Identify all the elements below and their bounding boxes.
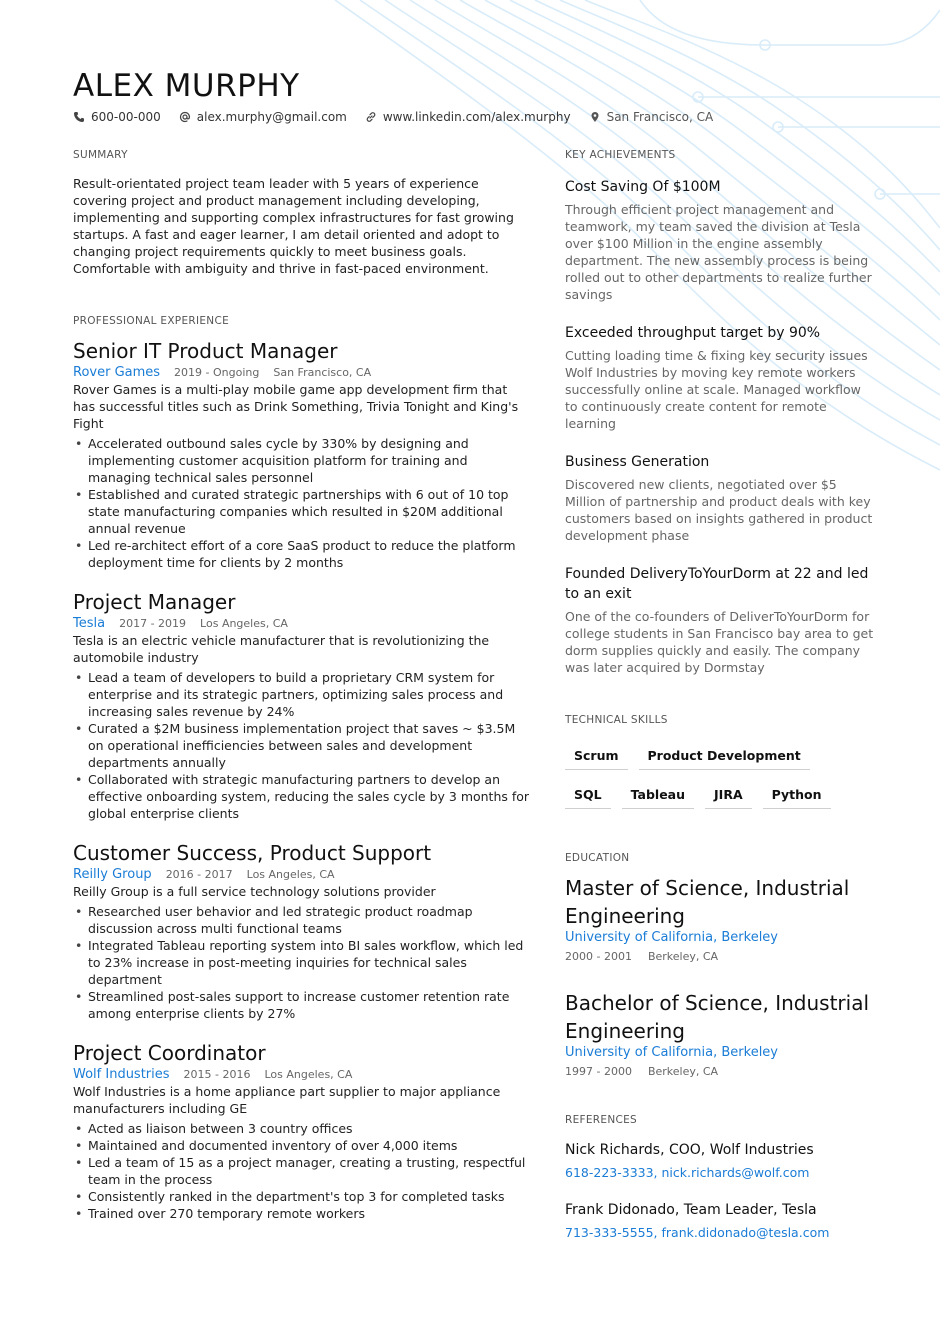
job-entry (73, 338, 533, 571)
job-title: Customer Success, Product Support (73, 841, 432, 865)
right-column (565, 149, 875, 1240)
education-school: University of California, Berkeley (565, 1045, 778, 1060)
achievement-item (565, 452, 875, 544)
achievement-text: Cutting loading time & fixing key security issues Wolf Industries by moving key remote workers successfully online at scale. Managed workflow to continuously create content for remote learning (565, 348, 868, 431)
education-item (565, 874, 875, 963)
job-bullet: • Collaborated with strategic manufacturing partners to develop an effective onboarding system, reducing the sales cycle by 3 months for global enterprise clients (73, 771, 533, 822)
achievement-title: Business Generation (565, 454, 710, 470)
reference-name: Nick Richards, COO, Wolf Industries (565, 1142, 814, 1158)
education-dates: 2000 - 2001 (565, 950, 632, 963)
achievement-text: Through efficient project management and teamwork, my team saved the division at Tesla over $100 Million in the engine assembly department. The new assembly process is being rolled out to other departments to realize further savings (565, 202, 872, 302)
achievements-heading: KEY ACHIEVEMENTS (565, 149, 676, 161)
job-bullet: • Maintained and documented inventory of over 4,000 items (73, 1137, 533, 1154)
achievement-title: Founded DeliveryToYourDorm at 22 and led to an exit (565, 566, 869, 602)
education-degree: Master of Science, Industrial Engineering (565, 876, 850, 928)
experience-heading: PROFESSIONAL EXPERIENCE (73, 315, 230, 327)
education-location: Berkeley, CA (647, 950, 719, 963)
achievement-title: Exceeded throughput target by 90% (565, 325, 821, 341)
education-heading: EDUCATION (565, 852, 630, 864)
references-heading: REFERENCES (565, 1114, 638, 1126)
education-item (565, 989, 875, 1078)
education-meta (565, 950, 875, 963)
job-dates: 2016 - 2017 (165, 868, 233, 881)
education-dates: 1997 - 2000 (565, 1065, 632, 1078)
contact-linkedin[interactable] (365, 110, 571, 124)
job-company: Rover Games (73, 365, 161, 380)
achievement-item (565, 323, 875, 432)
contact-email[interactable] (179, 110, 347, 124)
job-dates: 2017 - 2019 (119, 617, 187, 630)
education-school: University of California, Berkeley (565, 930, 778, 945)
link-icon (365, 111, 377, 123)
reference-item (565, 1140, 875, 1180)
job-bullet: • Led re-architect effort of a core SaaS product to reduce the platform deployment time for clients by 2 months (73, 537, 533, 571)
achievement-item (565, 177, 875, 303)
job-bullet: • Led a team of 15 as a project manager, creating a trusting, respectful team in the process (73, 1154, 533, 1188)
job-location: Los Angeles, CA (200, 617, 288, 630)
skill-tag: Scrum (565, 744, 628, 770)
skills-heading: TECHNICAL SKILLS (565, 714, 668, 726)
reference-contact[interactable]: 618-223-3333, nick.richards@wolf.com (565, 1165, 810, 1180)
job-bullets (73, 1120, 533, 1222)
email-text[interactable]: alex.murphy@gmail.com (196, 110, 347, 124)
job-title: Project Manager (73, 590, 236, 614)
phone-text: 600-00-000 (91, 110, 161, 124)
linkedin-text[interactable]: www.linkedin.com/alex.murphy (382, 110, 571, 124)
job-entry (73, 589, 533, 822)
job-location: San Francisco, CA (273, 366, 372, 379)
skill-tag: Tableau (622, 783, 694, 809)
job-description: Wolf Industries is a home appliance part supplier to major appliance manufacturers including GE (73, 1084, 501, 1116)
job-bullet: • Streamlined post-sales support to increase customer retention rate among enterprise clients by 27% (73, 988, 533, 1022)
reference-item (565, 1200, 875, 1240)
job-meta (73, 616, 533, 631)
contact-bar (73, 110, 731, 124)
at-icon (179, 111, 191, 123)
job-description: Rover Games is a multi-play mobile game app development firm that has successful titles such as Drink Something, Trivia Tonight and King's Fight (73, 382, 519, 431)
job-bullet: • Acted as liaison between 3 country offices (73, 1120, 533, 1137)
job-bullet: • Lead a team of developers to build a proprietary CRM system for enterprise and its strategic partners, optimizing sales process and increasing sales revenue by 24% (73, 669, 533, 720)
skill-tag: Python (763, 783, 831, 809)
job-location: Los Angeles, CA (246, 868, 335, 881)
education-degree: Bachelor of Science, Industrial Engineering (565, 991, 870, 1043)
left-column (73, 149, 533, 1222)
skill-tag: Product Development (639, 744, 810, 770)
job-title: Project Coordinator (73, 1041, 266, 1065)
skill-tag: JIRA (705, 783, 752, 809)
job-bullets (73, 903, 533, 1022)
job-bullet: • Integrated Tableau reporting system into BI sales workflow, which led to 23% increase in post-meeting inquiries for technical sales department (73, 937, 533, 988)
job-description: Reilly Group is a full service technology solutions provider (73, 884, 436, 899)
job-bullet: • Consistently ranked in the department's top 3 for completed tasks (73, 1188, 533, 1205)
job-description: Tesla is an electric vehicle manufacturer that is revolutionizing the automobile industry (73, 633, 490, 665)
job-bullets (73, 435, 533, 571)
education-meta (565, 1065, 875, 1078)
job-meta (73, 365, 533, 380)
achievement-item (565, 564, 875, 676)
reference-contact[interactable]: 713-333-5555, frank.didonado@tesla.com (565, 1225, 830, 1240)
skill-tag: SQL (565, 783, 611, 809)
achievement-title: Cost Saving Of $100M (565, 179, 721, 195)
job-title: Senior IT Product Manager (73, 339, 338, 363)
job-company: Reilly Group (73, 867, 152, 882)
phone-icon (73, 111, 85, 123)
skills-list (565, 744, 865, 822)
job-bullet: • Researched user behavior and led strategic product roadmap discussion across multi functional teams (73, 903, 533, 937)
contact-phone (73, 110, 161, 124)
candidate-name: ALEX MURPHY (73, 68, 300, 104)
job-company: Tesla (73, 616, 106, 631)
job-dates: 2015 - 2016 (183, 1068, 251, 1081)
job-meta (73, 867, 533, 882)
contact-location (589, 110, 714, 124)
job-company: Wolf Industries (73, 1067, 170, 1082)
summary-heading: SUMMARY (73, 149, 128, 161)
summary-text: Result-orientated project team leader with 5 years of experience covering project and product management including developing, implementing and supporting complex infrastructures for fast growing startups. A fast and eager learner, I am detail oriented and adopt to changing project requirements quickly to meet business goals. Comfortable with ambiguity and thrive in fast-paced environment. (73, 176, 514, 276)
job-bullet: • Accelerated outbound sales cycle by 330% by designing and implementing customer acquisition platform for training and managing technical sales personnel (73, 435, 533, 486)
job-bullet: • Established and curated strategic partnerships with 6 out of 10 top state manufacturing companies which resulted in $20M additional annual revenue (73, 486, 533, 537)
job-bullet: • Trained over 270 temporary remote workers (73, 1205, 533, 1222)
location-pin-icon (589, 111, 601, 123)
achievement-text: Discovered new clients, negotiated over $5 Million of partnership and product deals with key customers based on insights gathered in product development phase (565, 477, 873, 543)
job-entry (73, 840, 533, 1022)
job-meta (73, 1067, 533, 1082)
reference-name: Frank Didonado, Team Leader, Tesla (565, 1202, 817, 1218)
education-location: Berkeley, CA (647, 1065, 719, 1078)
job-entry (73, 1040, 533, 1222)
job-bullet: • Curated a $2M business implementation project that saves ~ $3.5M on operational inefficiencies between sales and development departments annually (73, 720, 533, 771)
job-location: Los Angeles, CA (264, 1068, 353, 1081)
job-bullets (73, 669, 533, 822)
achievement-text: One of the co-founders of DeliverToYourDorm for college students in San Francisco bay area to get dorm supplies quickly and easily. The company was later acquired by Dormstay (565, 609, 874, 675)
location-text: San Francisco, CA (606, 110, 714, 124)
job-dates: 2019 - Ongoing (174, 366, 260, 379)
